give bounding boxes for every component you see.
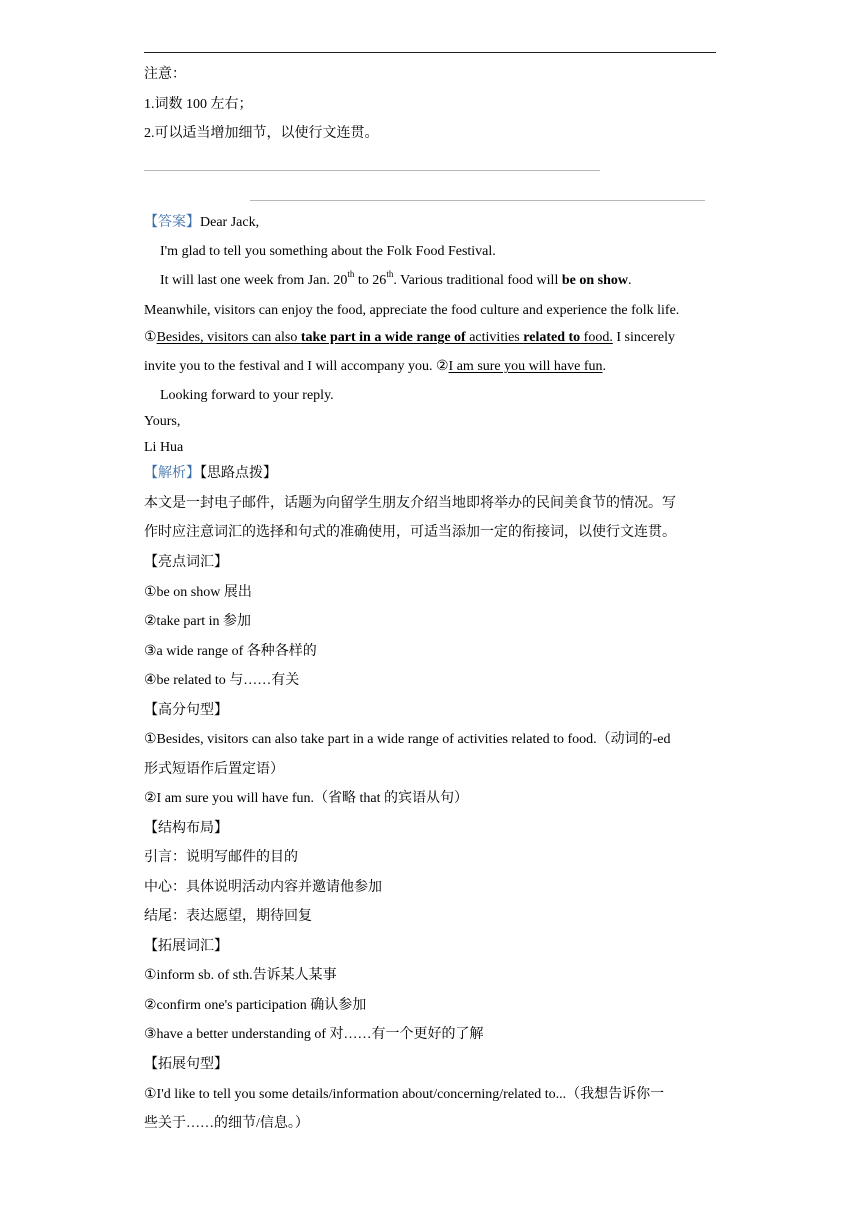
- answer-paragraph-3: Meanwhile, visitors can enjoy the food, appreciate the food culture and experience the folk life.: [144, 303, 680, 318]
- structure-item-1: 引言：说明写邮件的目的: [144, 850, 298, 865]
- ext-vocab-item-2: ②confirm one's participation 确认参加: [144, 998, 367, 1013]
- ext-sentence-item-1a: ①I'd like to tell you some details/information about/concerning/related to...（我想告诉你一: [144, 1087, 665, 1102]
- answer-paragraph-6: Looking forward to your reply.: [160, 388, 334, 403]
- note-item-2: 2.可以适当增加细节，以使行文连贯。: [144, 126, 379, 141]
- answer-paragraph-5: invite you to the festival and I will accompany you. ②I am sure you will have fun.: [144, 359, 607, 374]
- sentence-item-1b: 形式短语作后置定语）: [144, 762, 284, 777]
- salutation: Dear Jack,: [200, 215, 260, 230]
- ext-vocab-heading: 【拓展词汇】: [144, 939, 228, 954]
- vocab-item-1: ①be on show 展出: [144, 585, 252, 600]
- answer-paragraph-1: I'm glad to tell you something about the Folk Food Festival.: [160, 244, 496, 259]
- answer-salutation-line: [144, 214, 259, 232]
- ext-vocab-item-1: ①inform sb. of sth.告诉某人某事: [144, 968, 337, 983]
- writing-blank-line-2: [250, 200, 705, 201]
- analysis-heading-line: [144, 465, 277, 483]
- answer-tag: 【答案】: [144, 215, 200, 230]
- sentence-heading: 【高分句型】: [144, 703, 228, 718]
- underlined-sentence-2: I am sure you will have fun: [448, 359, 603, 374]
- vocab-item-4: ④be related to 与……有关: [144, 673, 300, 688]
- vocab-item-2: ②take part in 参加: [144, 614, 252, 629]
- structure-item-2: 中心：具体说明活动内容并邀请他参加: [144, 880, 382, 895]
- structure-item-3: 结尾：表达愿望，期待回复: [144, 909, 312, 924]
- analysis-intro-1: 本文是一封电子邮件，话题为向留学生朋友介绍当地即将举办的民间美食节的情况。写: [144, 496, 676, 511]
- closing: Yours,: [144, 414, 181, 429]
- answer-paragraph-4: ①Besides, visitors can also take part in a wide range of activities related to food. I sincerely: [144, 330, 676, 345]
- writing-blank-line-1: [144, 170, 600, 171]
- structure-heading: 【结构布局】: [144, 821, 228, 836]
- ext-vocab-item-3: ③have a better understanding of 对……有一个更好的了解: [144, 1027, 484, 1042]
- ext-sentence-item-1b: 些关于……的细节/信息。）: [144, 1116, 309, 1131]
- circled-number-2: ②: [435, 359, 449, 374]
- notes-title: 注意：: [144, 67, 186, 82]
- vocab-item-3: ③a wide range of 各种各样的: [144, 644, 317, 659]
- ext-sentence-heading: 【拓展句型】: [144, 1057, 228, 1072]
- sentence-item-1a: ①Besides, visitors can also take part in a wide range of activities related to food.（动词的-ed: [144, 732, 671, 747]
- vocab-heading: 【亮点词汇】: [144, 555, 228, 570]
- underlined-sentence-1: Besides, visitors can also take part in a wide range of activities related to food.: [156, 330, 613, 345]
- note-item-1: 1.词数 100 左右；: [144, 97, 253, 112]
- analysis-tag: 【解析】: [144, 466, 200, 481]
- answer-paragraph-2: It will last one week from Jan. 20th to 26th. Various traditional food will be on show.: [160, 269, 632, 288]
- analysis-intro-2: 作时应注意词汇的选择和句式的准确使用，可适当添加一定的衔接词，以使行文连贯。: [144, 525, 676, 540]
- signature: Li Hua: [144, 440, 184, 455]
- header-rule: [144, 52, 716, 53]
- circled-number-1: ①: [144, 330, 157, 345]
- sentence-item-2: ②I am sure you will have fun.（省略 that 的宾语从句）: [144, 791, 469, 806]
- highlight-be-on-show: be on show: [561, 273, 628, 288]
- analysis-subheading: 【思路点拨】: [200, 466, 277, 481]
